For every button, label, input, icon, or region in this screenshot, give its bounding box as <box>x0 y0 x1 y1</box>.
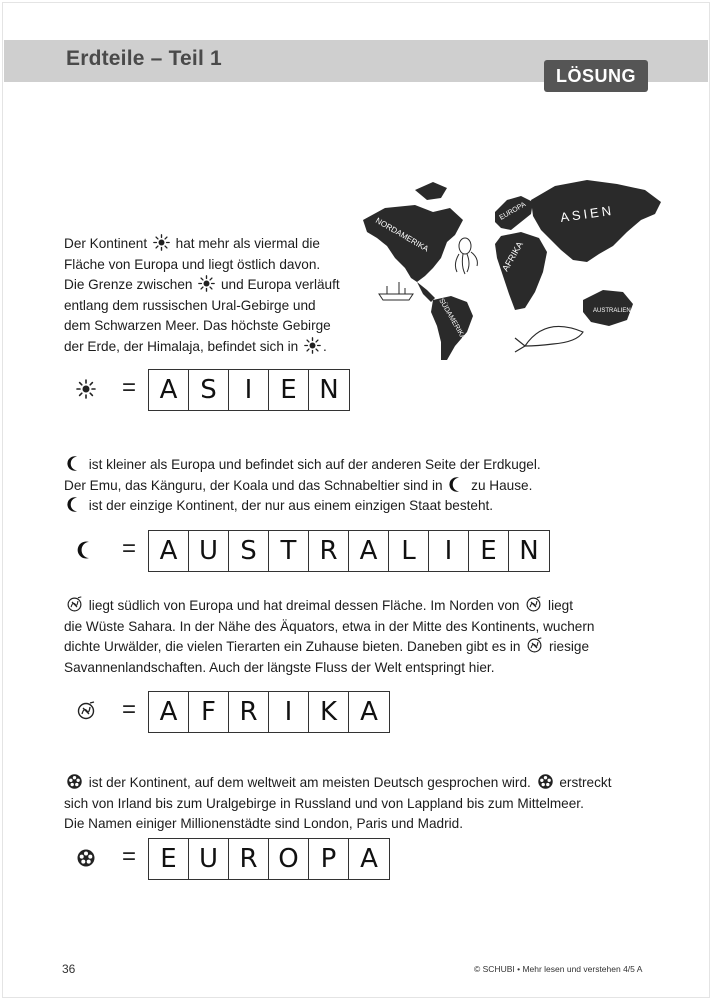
solution-badge: LÖSUNG <box>544 60 648 92</box>
moon-icon <box>66 496 83 513</box>
equals-sign: = <box>122 374 137 401</box>
map-label-south-america: SÜDAMERIKA <box>437 297 467 342</box>
letter-box[interactable]: R <box>229 839 269 879</box>
map-label-australia: AUSTRALIEN <box>593 308 631 314</box>
map-asia <box>531 180 661 262</box>
letter-box[interactable]: A <box>149 531 189 571</box>
letter-box[interactable]: A <box>349 531 389 571</box>
circle-squiggle-icon <box>525 596 542 613</box>
letter-box[interactable]: I <box>429 531 469 571</box>
map-label-africa: AFRIKA <box>500 239 525 273</box>
flower-icon <box>537 773 554 790</box>
letter-box[interactable]: A <box>360 844 378 874</box>
equals-sign: = <box>122 535 137 562</box>
whale-drawing <box>515 326 583 352</box>
letter-box[interactable]: E <box>469 531 509 571</box>
letter-box[interactable]: F <box>189 692 229 732</box>
world-map-illustration <box>355 150 665 365</box>
letter-box[interactable]: A <box>149 370 189 410</box>
section-asia-text: Der Kontinent hat mehr als viermal die Fläche von Europa und liegt östlich davon. Die Grenze zwischen und Europa verläuft entlang dem russischen Ural-Gebirge und dem Schwarzen Meer. Das höchste Gebirge der Erde, der Himalaja, befindet sich in . <box>64 236 340 354</box>
letter-box[interactable]: A <box>360 697 378 727</box>
letter-box[interactable]: L <box>389 531 429 571</box>
letter-box[interactable]: I <box>269 692 309 732</box>
letter-box[interactable]: I <box>229 370 269 410</box>
sun-icon <box>153 234 170 251</box>
circle-squiggle-icon <box>526 637 543 654</box>
map-label-north-america: NORDAMERIKA <box>374 215 431 254</box>
sun-icon <box>76 379 96 399</box>
map-south-america <box>431 296 473 360</box>
answer-boxes-europe <box>148 838 390 880</box>
map-label-europe: EUROPA <box>498 201 528 222</box>
circle-squiggle-icon <box>76 701 96 721</box>
letter-box[interactable]: E <box>149 839 189 879</box>
letter-box[interactable]: S <box>229 531 269 571</box>
letter-box[interactable]: U <box>189 839 229 879</box>
page-title: Erdteile – Teil 1 <box>66 47 222 70</box>
letter-box[interactable]: N <box>519 536 539 566</box>
sun-icon <box>198 275 215 292</box>
circle-squiggle-icon <box>66 596 83 613</box>
section-australia-text: ist kleiner als Europa und befindet sich auf der anderen Seite der Erdkugel. Der Emu, das Känguru, der Koala und das Schnabeltier sind in zu Hause. ist der einzige Kontinent, der nur aus einem einzigen Staat besteht. <box>64 457 541 513</box>
equals-sign: = <box>122 843 137 870</box>
moon-icon <box>66 455 83 472</box>
map-label-asia: ASIEN <box>559 202 615 225</box>
moon-icon <box>76 540 96 560</box>
moon-icon <box>448 476 465 493</box>
equals-sign: = <box>122 696 137 723</box>
sun-icon <box>304 337 321 354</box>
letter-box[interactable]: R <box>309 531 349 571</box>
letter-box[interactable]: U <box>189 531 229 571</box>
octopus-drawing <box>455 238 477 274</box>
footer-credit: © SCHUBI • Mehr lesen und verstehen 4/5 A <box>474 964 643 974</box>
letter-box[interactable]: S <box>189 370 229 410</box>
letter-box[interactable]: R <box>229 692 269 732</box>
flower-icon <box>66 773 83 790</box>
letter-box[interactable]: N <box>319 375 339 405</box>
answer-boxes-asia <box>148 369 350 411</box>
letter-box[interactable]: A <box>149 692 189 732</box>
page-number: 36 <box>62 962 76 976</box>
flower-icon <box>76 848 96 868</box>
letter-box[interactable]: T <box>269 531 309 571</box>
letter-box[interactable]: P <box>309 839 349 879</box>
letter-box[interactable]: K <box>309 692 349 732</box>
answer-boxes-australia <box>148 530 550 572</box>
answer-boxes-africa <box>148 691 390 733</box>
section-africa-text: liegt südlich von Europa und hat dreimal dessen Fläche. Im Norden von liegt die Wüste Sahara. In der Nähe des Äquators, etwa in der Mitte des Kontinents, wuchern dichte Urwälder, die vielen Tierarten ein Zuhause bieten. Daneben gibt es in riesige Savannenlandschaften. Auch der längste Fluss der Welt entspringt hier. <box>64 598 595 675</box>
section-europe-text: ist der Kontinent, auf dem weltweit am meisten Deutsch gesprochen wird. erstreckt sich von Irland bis zum Uralgebirge in Russland und von Lappland bis zum Mittelmeer. Die Namen einiger Millionenstädte sind London, Paris und Madrid. <box>64 775 612 831</box>
ship-drawing <box>379 282 413 300</box>
letter-box[interactable]: E <box>269 370 309 410</box>
letter-box[interactable]: O <box>269 839 309 879</box>
